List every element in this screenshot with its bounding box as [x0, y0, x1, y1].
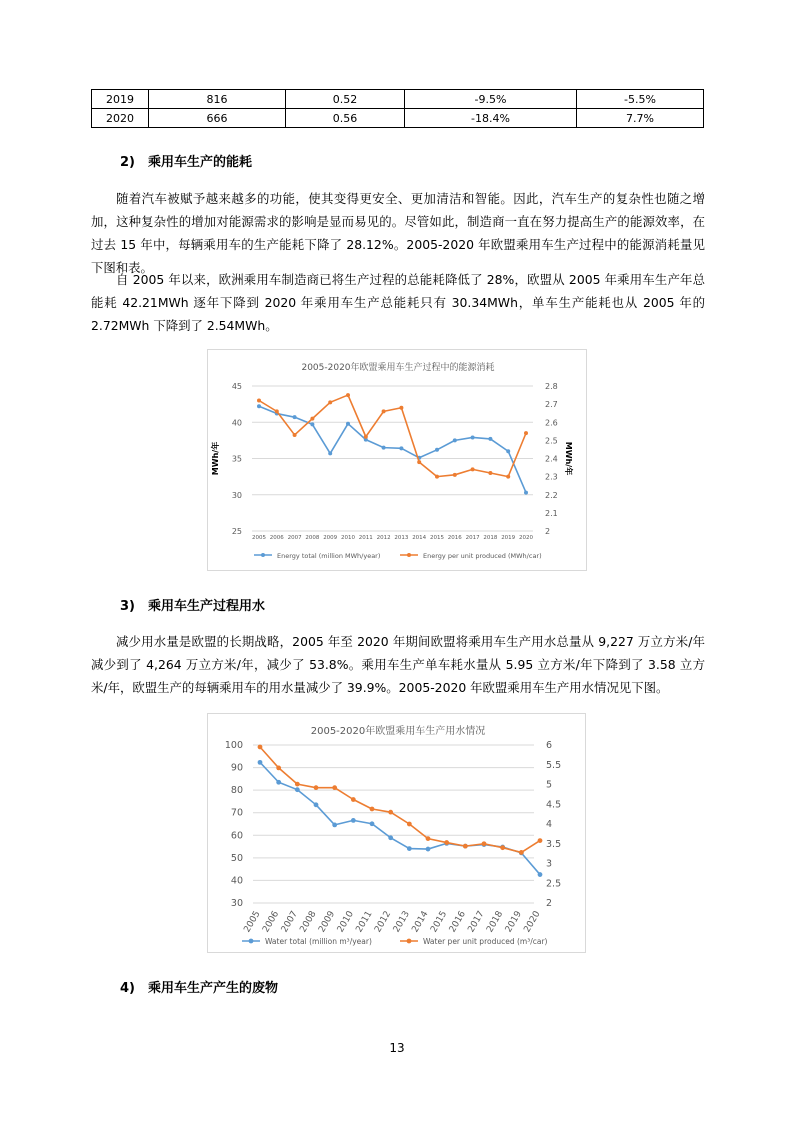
y2-tick-label: 2.5: [545, 436, 558, 446]
section-number: 2): [120, 155, 135, 170]
data-point: [382, 446, 386, 450]
series-line-1: [260, 747, 540, 852]
y2-tick-label: 2.8: [545, 382, 558, 391]
y-tick-label: 30: [230, 898, 243, 909]
data-point: [453, 438, 457, 442]
chart-title: 2005-2020年欧盟乘用车生产过程中的能源消耗: [301, 363, 495, 373]
table-cell: 0.56: [286, 109, 405, 128]
data-point: [524, 491, 528, 495]
y2-tick-label: 6: [546, 740, 553, 751]
data-point: [351, 797, 356, 802]
x-tick-label: 2007: [279, 909, 300, 935]
data-point: [388, 810, 393, 815]
x-tick-label: 2009: [323, 535, 338, 541]
x-tick-label: 2006: [269, 535, 284, 541]
x-tick-label: 2005: [252, 535, 266, 541]
data-point: [388, 835, 393, 840]
data-point: [519, 850, 524, 855]
data-point: [506, 475, 510, 479]
x-tick-label: 2008: [305, 535, 320, 541]
section-title: 乘用车生产的能耗: [148, 155, 253, 170]
data-point: [471, 467, 475, 471]
data-point: [444, 840, 449, 845]
data-point: [435, 448, 439, 452]
data-point: [314, 802, 319, 807]
section-number: 4): [120, 981, 135, 996]
data-point: [506, 449, 510, 453]
data-point: [328, 451, 332, 455]
series-line-1: [259, 395, 526, 477]
y-tick-label: 45: [231, 382, 242, 391]
data-point: [488, 437, 492, 441]
table-cell: 666: [149, 109, 286, 128]
data-point: [426, 836, 431, 841]
paragraph: 减少用水量是欧盟的长期战略，2005 年至 2020 年期间欧盟将乘用车生产用水总量从 9,227 万立方米/年减少到了 4,264 万立方米/年，减少了 53.8%。乘用车生产单车耗水量从 5.95 立方米/年下降到了 3.58 立方米/年，欧盟生产的每辆乘用车的用水量减少了 39.9%。2005-2020 年欧盟乘用车生产用水情况见下图。: [91, 634, 705, 695]
x-tick-label: 2011: [358, 535, 373, 541]
x-tick-label: 2017: [466, 909, 487, 935]
data-point: [426, 847, 431, 852]
x-tick-label: 2005: [242, 909, 263, 935]
x-tick-label: 2012: [376, 535, 391, 541]
x-tick-label: 2017: [465, 535, 480, 541]
x-tick-label: 2011: [354, 909, 375, 935]
y2-tick-label: 5.5: [546, 759, 562, 771]
data-point: [364, 435, 368, 439]
x-tick-label: 2013: [394, 535, 409, 541]
y-tick-label: 100: [224, 740, 243, 751]
table-cell: 7.7%: [577, 109, 704, 128]
x-tick-label: 2018: [483, 535, 498, 541]
y2-tick-label: 2.5: [546, 878, 562, 890]
y-tick-label: 40: [231, 418, 242, 428]
legend-entry: Energy total (million MWh/year): [277, 552, 381, 560]
data-point: [488, 471, 492, 475]
y-tick-label: 70: [230, 807, 243, 819]
data-point: [463, 844, 468, 849]
x-tick-label: 2009: [317, 909, 338, 935]
page-number: 13: [389, 1041, 405, 1055]
data-point: [370, 807, 375, 812]
x-tick-label: 2020: [522, 909, 543, 935]
data-point: [328, 400, 332, 404]
x-tick-label: 2015: [430, 535, 444, 541]
section-title: 乘用车生产产生的废物: [148, 981, 279, 996]
series-line-0: [259, 406, 526, 492]
legend-swatch-marker: [407, 939, 412, 944]
data-table: [91, 89, 704, 128]
data-point: [399, 446, 403, 450]
water-chart-svg: [208, 714, 587, 954]
table-cell: 816: [149, 90, 286, 109]
x-tick-label: 2016: [447, 535, 462, 541]
data-point: [453, 473, 457, 477]
legend-entry: Water per unit produced (m³/car): [423, 937, 548, 946]
section-heading-energy: [120, 151, 252, 170]
data-point: [332, 823, 337, 828]
data-point: [538, 872, 543, 877]
data-point: [471, 435, 475, 439]
table-row: [92, 90, 704, 109]
y2-tick-label: 4.5: [546, 799, 562, 811]
data-point: [276, 766, 281, 771]
section-heading-waste: [120, 977, 278, 996]
data-point: [314, 785, 319, 790]
y2-tick-label: 3: [546, 858, 553, 870]
y-tick-label: 80: [230, 785, 243, 797]
data-point: [332, 785, 337, 790]
data-point: [257, 399, 261, 403]
x-tick-label: 2006: [261, 909, 282, 935]
legend-entry: Energy per unit produced (MWh/car): [423, 552, 542, 560]
data-point: [500, 845, 505, 850]
legend-swatch-marker: [407, 553, 411, 557]
data-point: [295, 787, 300, 792]
y-tick-label: 90: [230, 762, 243, 774]
chart-title: 2005-2020年欧盟乘用车生产用水情况: [310, 726, 486, 737]
table-row: [92, 109, 704, 128]
y-tick-label: 30: [231, 490, 242, 500]
table-cell: 0.52: [286, 90, 405, 109]
x-tick-label: 2012: [373, 909, 394, 935]
section-number: 3): [120, 599, 135, 614]
x-tick-label: 2015: [429, 909, 450, 935]
energy-chart-svg: [208, 350, 588, 572]
data-point: [370, 821, 375, 826]
data-point: [407, 822, 412, 827]
table-cell: 2020: [92, 109, 149, 128]
data-point: [435, 475, 439, 479]
y-tick-label: 40: [230, 875, 243, 887]
y-axis-label: MWh/年: [211, 441, 220, 476]
paragraph: 自 2005 年以来，欧洲乘用车制造商已将生产过程的总能耗降低了 28%，欧盟从 2005 年乘用车生产年总能耗 42.21MWh 逐年下降到 2020 年乘用车生产总能耗只有 30.34MWh，单车生产能耗也从 2005 年的 2.72MWh 下降到了 2.54MWh。: [91, 272, 705, 333]
x-tick-label: 2016: [447, 909, 468, 935]
data-point: [310, 417, 314, 421]
table-cell: -9.5%: [405, 90, 577, 109]
legend-entry: Water total (million m³/year): [265, 937, 372, 946]
section-title: 乘用车生产过程用水: [148, 599, 266, 614]
data-point: [275, 409, 279, 413]
data-point: [346, 422, 350, 426]
energy-chart: [207, 349, 587, 571]
y-tick-label: 35: [231, 454, 242, 464]
data-point: [346, 393, 350, 397]
x-tick-label: 2007: [287, 535, 302, 541]
x-tick-label: 2010: [341, 535, 355, 541]
y2-tick-label: 2.6: [545, 418, 558, 428]
table-cell: 2019: [92, 90, 149, 109]
data-point: [399, 406, 403, 410]
x-tick-label: 2018: [485, 909, 506, 935]
y2-tick-label: 2.2: [545, 490, 558, 500]
data-point: [257, 404, 261, 408]
x-tick-label: 2019: [503, 909, 524, 935]
y-tick-label: 50: [230, 852, 243, 864]
x-tick-label: 2019: [501, 535, 516, 541]
legend-swatch-marker: [249, 939, 254, 944]
y2-tick-label: 2.4: [545, 454, 558, 464]
data-point: [293, 415, 297, 419]
x-tick-label: 2014: [410, 909, 431, 935]
y2-tick-label: 2.3: [545, 472, 558, 482]
data-point: [310, 422, 314, 426]
data-point: [351, 818, 356, 823]
data-point: [258, 760, 263, 765]
table-cell: -18.4%: [405, 109, 577, 128]
water-chart: [207, 713, 586, 953]
data-point: [482, 841, 487, 846]
data-point: [293, 433, 297, 437]
data-point: [407, 846, 412, 851]
x-tick-label: 2014: [412, 535, 427, 541]
x-tick-label: 2008: [298, 909, 319, 935]
table-cell: -5.5%: [577, 90, 704, 109]
y2-tick-label: 3.5: [546, 838, 562, 850]
data-point: [295, 782, 300, 787]
data-point: [538, 838, 543, 843]
data-point: [276, 780, 281, 785]
y2-axis-label: MWh/年: [564, 441, 573, 476]
paragraph: 随着汽车被赋予越来越多的功能，使其变得更安全、更加清洁和智能。因此，汽车生产的复杂性也随之增加，这种复杂性的增加对能源需求的影响是显而易见的。尽管如此，制造商一直在努力提高生产的能源效率，在过去 15 年中，每辆乘用车的生产能耗下降了 28.12%。2005-2020 年欧盟乘用车生产过程中的能源消耗量见下图和表。: [91, 191, 705, 275]
y-tick-label: 60: [230, 830, 243, 842]
y2-tick-label: 2: [546, 898, 553, 909]
y2-tick-label: 2.1: [545, 508, 558, 518]
section-heading-water: [120, 595, 265, 614]
data-point: [417, 460, 421, 464]
legend-swatch-marker: [261, 553, 265, 557]
x-tick-label: 2020: [519, 535, 533, 541]
y2-tick-label: 5: [546, 779, 553, 791]
data-point: [258, 745, 263, 750]
data-point: [382, 409, 386, 413]
y2-tick-label: 2.7: [545, 400, 558, 410]
y-tick-label: 25: [231, 527, 242, 536]
x-tick-label: 2010: [335, 909, 356, 935]
data-point: [524, 431, 528, 435]
y2-tick-label: 4: [546, 819, 553, 830]
y2-tick-label: 2: [545, 527, 551, 536]
x-tick-label: 2013: [391, 909, 412, 935]
